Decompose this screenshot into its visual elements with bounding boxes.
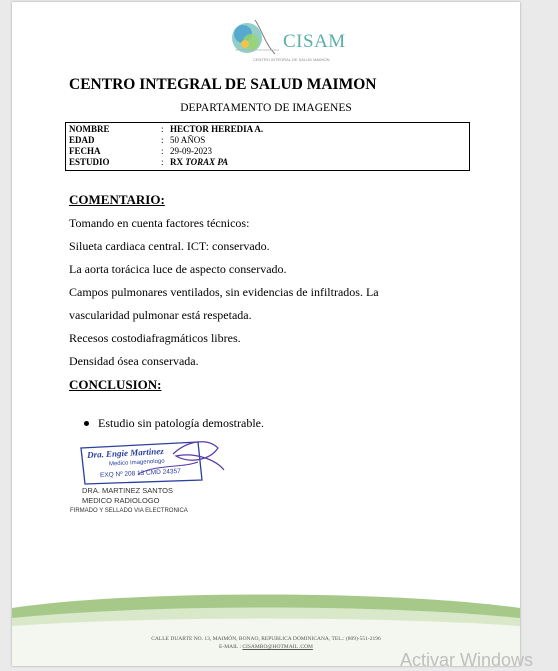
patient-info-box bbox=[65, 122, 470, 171]
study-prefix: RX bbox=[170, 157, 186, 167]
document-page bbox=[12, 2, 520, 666]
stamp-title: Medico Imagenologo bbox=[108, 458, 165, 468]
institution-title: CENTRO INTEGRAL DE SALUD MAIMON bbox=[69, 76, 377, 93]
doctor-name: DRA. MARTINEZ SANTOS bbox=[82, 486, 173, 495]
separator: : bbox=[161, 157, 164, 167]
footer-email-link[interactable]: CISAMBO@HOTMAIL .COM bbox=[242, 644, 313, 650]
comment-line: Campos pulmonares ventilados, sin evidencias de infiltrados. La bbox=[69, 285, 379, 299]
bullet-icon bbox=[84, 421, 89, 426]
patient-value: 50 AÑOS bbox=[170, 135, 206, 145]
comment-heading: COMENTARIO: bbox=[69, 192, 165, 207]
footer-address: CALLE DUARTE NO. 13, MAIMÓN, BONAO, REPUBLICA DOMINICANA, TEL.: (809)-551-2196 bbox=[151, 636, 381, 642]
conclusion-item: Estudio sin patología demostrable. bbox=[98, 416, 264, 430]
doctor-stamp bbox=[78, 434, 228, 486]
comment-line: vascularidad pulmonar está respetada. bbox=[69, 308, 252, 322]
stamp-name: Dra. Engie Martinez bbox=[86, 445, 164, 461]
patient-label: ESTUDIO bbox=[69, 157, 110, 167]
patient-label: NOMBRE bbox=[69, 124, 110, 134]
logo-text: CISAM bbox=[283, 31, 346, 52]
study-name: TORAX PA bbox=[185, 157, 229, 167]
patient-label: EDAD bbox=[69, 135, 95, 145]
separator: : bbox=[161, 146, 164, 156]
separator: : bbox=[161, 135, 164, 145]
comment-line: Tomando en cuenta factores técnicos: bbox=[69, 216, 250, 230]
separator: : bbox=[161, 124, 164, 134]
logo-subtext: CENTRO INTEGRAL DE SALUD MAIMON bbox=[253, 57, 330, 62]
comment-line: Recesos costodiafragmáticos libres. bbox=[69, 331, 241, 345]
doctor-title: MEDICO RADIOLOGO bbox=[82, 496, 160, 505]
os-activation-watermark: Activar Windows bbox=[400, 650, 534, 670]
conclusion-heading: CONCLUSION: bbox=[69, 377, 162, 392]
patient-label: FECHA bbox=[69, 146, 101, 156]
comment-line: La aorta torácica luce de aspecto conservado. bbox=[69, 262, 287, 276]
comment-line: Densidad ósea conservada. bbox=[69, 354, 199, 368]
patient-value: 29-09-2023 bbox=[170, 146, 212, 156]
signed-note: FIRMADO Y SELLADO VIA ELECTRONICA bbox=[70, 508, 188, 514]
cisam-logo bbox=[221, 14, 346, 62]
patient-value bbox=[170, 157, 228, 168]
patient-value: HECTOR HEREDIA A. bbox=[170, 124, 264, 134]
department-title: DEPARTAMENTO DE IMAGENES bbox=[180, 102, 352, 114]
footer-email-label: E-MAIL : bbox=[219, 644, 241, 650]
comment-line: Silueta cardiaca central. ICT: conservado. bbox=[69, 239, 270, 253]
stamp-exequatur: EXQ Nº 208 13 CMD 24357 bbox=[99, 467, 181, 480]
